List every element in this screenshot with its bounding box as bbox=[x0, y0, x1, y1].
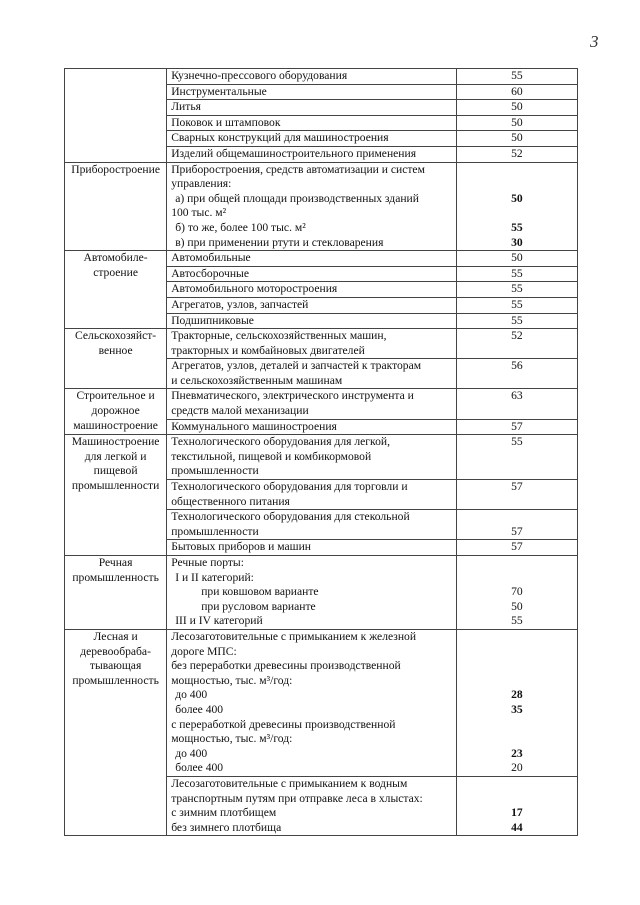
value-cell bbox=[456, 251, 577, 267]
description-cell bbox=[167, 359, 457, 389]
description-line: промышленности bbox=[171, 524, 259, 538]
description-line: текстильной, пищевой и комбикормовой bbox=[171, 449, 372, 463]
value-line: 56 bbox=[511, 359, 523, 373]
value-line bbox=[461, 464, 573, 479]
description-line: более 400 bbox=[175, 761, 224, 775]
value-cell bbox=[456, 435, 577, 480]
description-line: Автомобильные bbox=[171, 251, 251, 265]
value-cell bbox=[456, 84, 577, 100]
value-line bbox=[461, 732, 573, 747]
industry-norms-table bbox=[64, 68, 578, 836]
description-cell bbox=[167, 329, 457, 359]
description-line: Агрегатов, узлов, деталей и запчастей к тракторам bbox=[171, 359, 422, 373]
category-cell bbox=[65, 556, 167, 630]
value-line: 50 bbox=[511, 599, 523, 613]
category-line: Автомобиле- bbox=[83, 251, 148, 265]
description-line: транспортным путям при отправке леса в хлыстах: bbox=[171, 791, 423, 805]
value-line: 55 bbox=[511, 69, 523, 82]
category-line: строение bbox=[93, 265, 138, 279]
description-line: Литья bbox=[171, 100, 201, 114]
description-line: Пневматического, электрического инструмента и bbox=[171, 389, 414, 403]
description-line: с зимним плотбищем bbox=[171, 806, 277, 820]
category-line: машиностроение bbox=[73, 418, 158, 432]
category-cell bbox=[65, 389, 167, 435]
category-line: деревообраба- bbox=[80, 644, 151, 658]
description-line: с переработкой древесины производственной bbox=[171, 717, 396, 731]
description-line: Сварных конструкций для машиностроения bbox=[171, 131, 389, 145]
description-cell bbox=[167, 556, 457, 630]
category-line: Речная bbox=[98, 556, 133, 569]
description-cell bbox=[167, 419, 457, 435]
value-line: 50 bbox=[511, 100, 523, 114]
description-cell bbox=[167, 389, 457, 419]
description-line: мощностью, тыс. м³/год: bbox=[171, 673, 293, 687]
description-line: Тракторные, сельскохозяйственных машин, bbox=[171, 329, 387, 343]
value-line: 20 bbox=[511, 761, 523, 775]
description-cell bbox=[167, 435, 457, 480]
description-cell bbox=[167, 69, 457, 85]
value-line bbox=[461, 344, 573, 359]
value-line: 55 bbox=[511, 282, 523, 296]
description-line: Инструментальные bbox=[171, 84, 267, 98]
value-line: 63 bbox=[511, 389, 523, 403]
category-line: тывающая bbox=[89, 659, 142, 673]
value-line bbox=[461, 659, 573, 674]
description-line: Агрегатов, узлов, запчастей bbox=[171, 297, 309, 311]
value-line: 23 bbox=[511, 746, 523, 760]
value-line bbox=[461, 163, 573, 178]
description-line: средств малой механизации bbox=[171, 404, 309, 418]
value-line bbox=[461, 777, 573, 792]
description-cell bbox=[167, 266, 457, 282]
table-row bbox=[65, 389, 578, 419]
description-line: до 400 bbox=[175, 688, 208, 702]
description-cell bbox=[167, 629, 457, 776]
description-line: б) то же, более 100 тыс. м² bbox=[175, 220, 306, 234]
value-cell bbox=[456, 540, 577, 556]
value-line bbox=[461, 674, 573, 689]
value-line: 50 bbox=[511, 251, 523, 265]
table-row bbox=[65, 69, 578, 85]
description-line: Лесозаготовительные с примыканием к водным bbox=[171, 776, 408, 790]
category-line: Строительное и bbox=[76, 389, 155, 403]
value-cell bbox=[456, 419, 577, 435]
description-line: и сельскохозяйственным машинам bbox=[171, 373, 343, 387]
category-cell bbox=[65, 435, 167, 556]
description-cell bbox=[167, 162, 457, 251]
value-cell bbox=[456, 629, 577, 776]
value-line bbox=[461, 495, 573, 510]
value-cell bbox=[456, 329, 577, 359]
description-line: дороге МПС: bbox=[171, 644, 237, 658]
description-line: I и II категорий: bbox=[175, 570, 254, 584]
description-line: Поковок и штамповок bbox=[171, 115, 281, 129]
description-line: Бытовых приборов и машин bbox=[171, 540, 312, 554]
value-line bbox=[461, 206, 573, 221]
value-line: 55 bbox=[511, 313, 523, 327]
description-cell bbox=[167, 297, 457, 313]
description-cell bbox=[167, 115, 457, 131]
description-cell bbox=[167, 313, 457, 329]
value-cell bbox=[456, 100, 577, 116]
description-line: Автомобильного моторостроения bbox=[171, 282, 338, 296]
value-line: 57 bbox=[511, 480, 523, 494]
value-line bbox=[461, 374, 573, 389]
table-row bbox=[65, 329, 578, 359]
value-cell bbox=[456, 313, 577, 329]
description-cell bbox=[167, 540, 457, 556]
description-line: мощностью, тыс. м³/год: bbox=[171, 732, 293, 746]
value-line: 70 bbox=[511, 585, 523, 599]
value-line: 55 bbox=[511, 614, 523, 628]
description-line: в) при применении ртути и стекловарения bbox=[175, 235, 384, 249]
value-line: 30 bbox=[511, 235, 523, 249]
value-cell bbox=[456, 266, 577, 282]
category-line: Сельскохозяйст- bbox=[75, 329, 157, 343]
value-line: 50 bbox=[511, 191, 523, 205]
description-cell bbox=[167, 251, 457, 267]
category-cell bbox=[65, 69, 167, 163]
description-line: Технологического оборудования для торговли и bbox=[171, 480, 408, 494]
category-cell bbox=[65, 329, 167, 389]
description-line: Технологического оборудования для стекольной bbox=[171, 510, 410, 524]
value-cell bbox=[456, 556, 577, 630]
value-cell bbox=[456, 162, 577, 251]
category-cell bbox=[65, 251, 167, 329]
value-line: 35 bbox=[511, 702, 523, 716]
value-line: 50 bbox=[511, 115, 523, 129]
table-row bbox=[65, 251, 578, 267]
description-cell bbox=[167, 776, 457, 835]
value-line bbox=[461, 571, 573, 586]
value-cell bbox=[456, 359, 577, 389]
value-line: 57 bbox=[511, 540, 523, 554]
value-cell bbox=[456, 282, 577, 298]
value-line: 44 bbox=[511, 820, 523, 834]
description-line: до 400 bbox=[175, 746, 208, 760]
description-line: Приборостроения, средств автоматизации и систем bbox=[171, 162, 425, 176]
description-line: общественного питания bbox=[171, 494, 290, 508]
description-cell bbox=[167, 510, 457, 540]
category-line: Лесная и bbox=[93, 629, 138, 643]
description-line: III и IV категорий bbox=[175, 614, 263, 628]
description-line: а) при общей площади производственных зданий bbox=[175, 191, 419, 205]
description-line: без зимнего плотбища bbox=[171, 820, 282, 834]
value-line bbox=[461, 177, 573, 192]
description-line: без переработки древесины производственной bbox=[171, 659, 401, 673]
value-line: 55 bbox=[511, 220, 523, 234]
value-cell bbox=[456, 510, 577, 540]
value-cell bbox=[456, 69, 577, 85]
description-line: управления: bbox=[171, 177, 232, 191]
description-line: более 400 bbox=[175, 702, 224, 716]
value-line: 60 bbox=[511, 84, 523, 98]
category-line: промышленность bbox=[72, 570, 159, 584]
value-line: 57 bbox=[511, 419, 523, 433]
value-line bbox=[461, 556, 573, 571]
category-cell bbox=[65, 629, 167, 835]
description-line: Изделий общемашиностроительного применения bbox=[171, 146, 417, 160]
description-line: Автосборочные bbox=[171, 266, 249, 280]
value-line: 55 bbox=[511, 266, 523, 280]
description-cell bbox=[167, 84, 457, 100]
value-cell bbox=[456, 297, 577, 313]
table-row bbox=[65, 162, 578, 251]
value-line: 52 bbox=[511, 146, 523, 160]
description-line: Подшипниковые bbox=[171, 313, 254, 327]
description-line: Речные порты: bbox=[171, 556, 244, 569]
table-row bbox=[65, 556, 578, 630]
category-line: промышленность bbox=[72, 673, 159, 687]
description-line: 100 тыс. м² bbox=[171, 206, 227, 220]
value-line: 28 bbox=[511, 688, 523, 702]
description-cell bbox=[167, 146, 457, 162]
category-line: венное bbox=[98, 343, 133, 357]
description-line: промышленности bbox=[171, 464, 259, 478]
value-line bbox=[461, 404, 573, 419]
description-line: при русловом варианте bbox=[201, 599, 316, 613]
description-line: Технологического оборудования для легкой, bbox=[171, 435, 390, 449]
description-cell bbox=[167, 131, 457, 147]
value-line: 50 bbox=[511, 131, 523, 145]
category-line: для легкой и bbox=[84, 449, 147, 463]
category-line: дорожное bbox=[91, 404, 140, 418]
description-line: тракторных и комбайновых двигателей bbox=[171, 343, 365, 357]
category-line: пищевой bbox=[93, 464, 138, 478]
value-line bbox=[461, 630, 573, 645]
description-line: Лесозаготовительные с примыканием к железной bbox=[171, 629, 417, 643]
value-line: 57 bbox=[511, 524, 523, 538]
value-line: 55 bbox=[511, 297, 523, 311]
table-row bbox=[65, 435, 578, 480]
page-number: 3 bbox=[590, 32, 599, 51]
value-line: 17 bbox=[511, 806, 523, 820]
value-line bbox=[461, 510, 573, 525]
value-line bbox=[461, 792, 573, 807]
value-line bbox=[461, 450, 573, 465]
value-cell bbox=[456, 389, 577, 419]
description-cell bbox=[167, 100, 457, 116]
value-line bbox=[461, 718, 573, 733]
category-line: Приборостроение bbox=[71, 162, 160, 176]
value-cell bbox=[456, 131, 577, 147]
value-cell bbox=[456, 146, 577, 162]
category-line: промышленности bbox=[71, 479, 160, 493]
value-cell bbox=[456, 480, 577, 510]
value-cell bbox=[456, 115, 577, 131]
description-cell bbox=[167, 282, 457, 298]
description-line: Коммунального машиностроения bbox=[171, 419, 337, 433]
description-cell bbox=[167, 480, 457, 510]
description-line: при ковшовом варианте bbox=[201, 585, 319, 599]
value-cell bbox=[456, 776, 577, 835]
table-row bbox=[65, 629, 578, 776]
category-line: Машиностроение bbox=[71, 435, 160, 449]
description-line: Кузнечно-прессового оборудования bbox=[171, 69, 348, 82]
value-line bbox=[461, 645, 573, 660]
category-cell bbox=[65, 162, 167, 251]
value-line: 52 bbox=[511, 329, 523, 343]
value-line: 55 bbox=[511, 435, 523, 449]
